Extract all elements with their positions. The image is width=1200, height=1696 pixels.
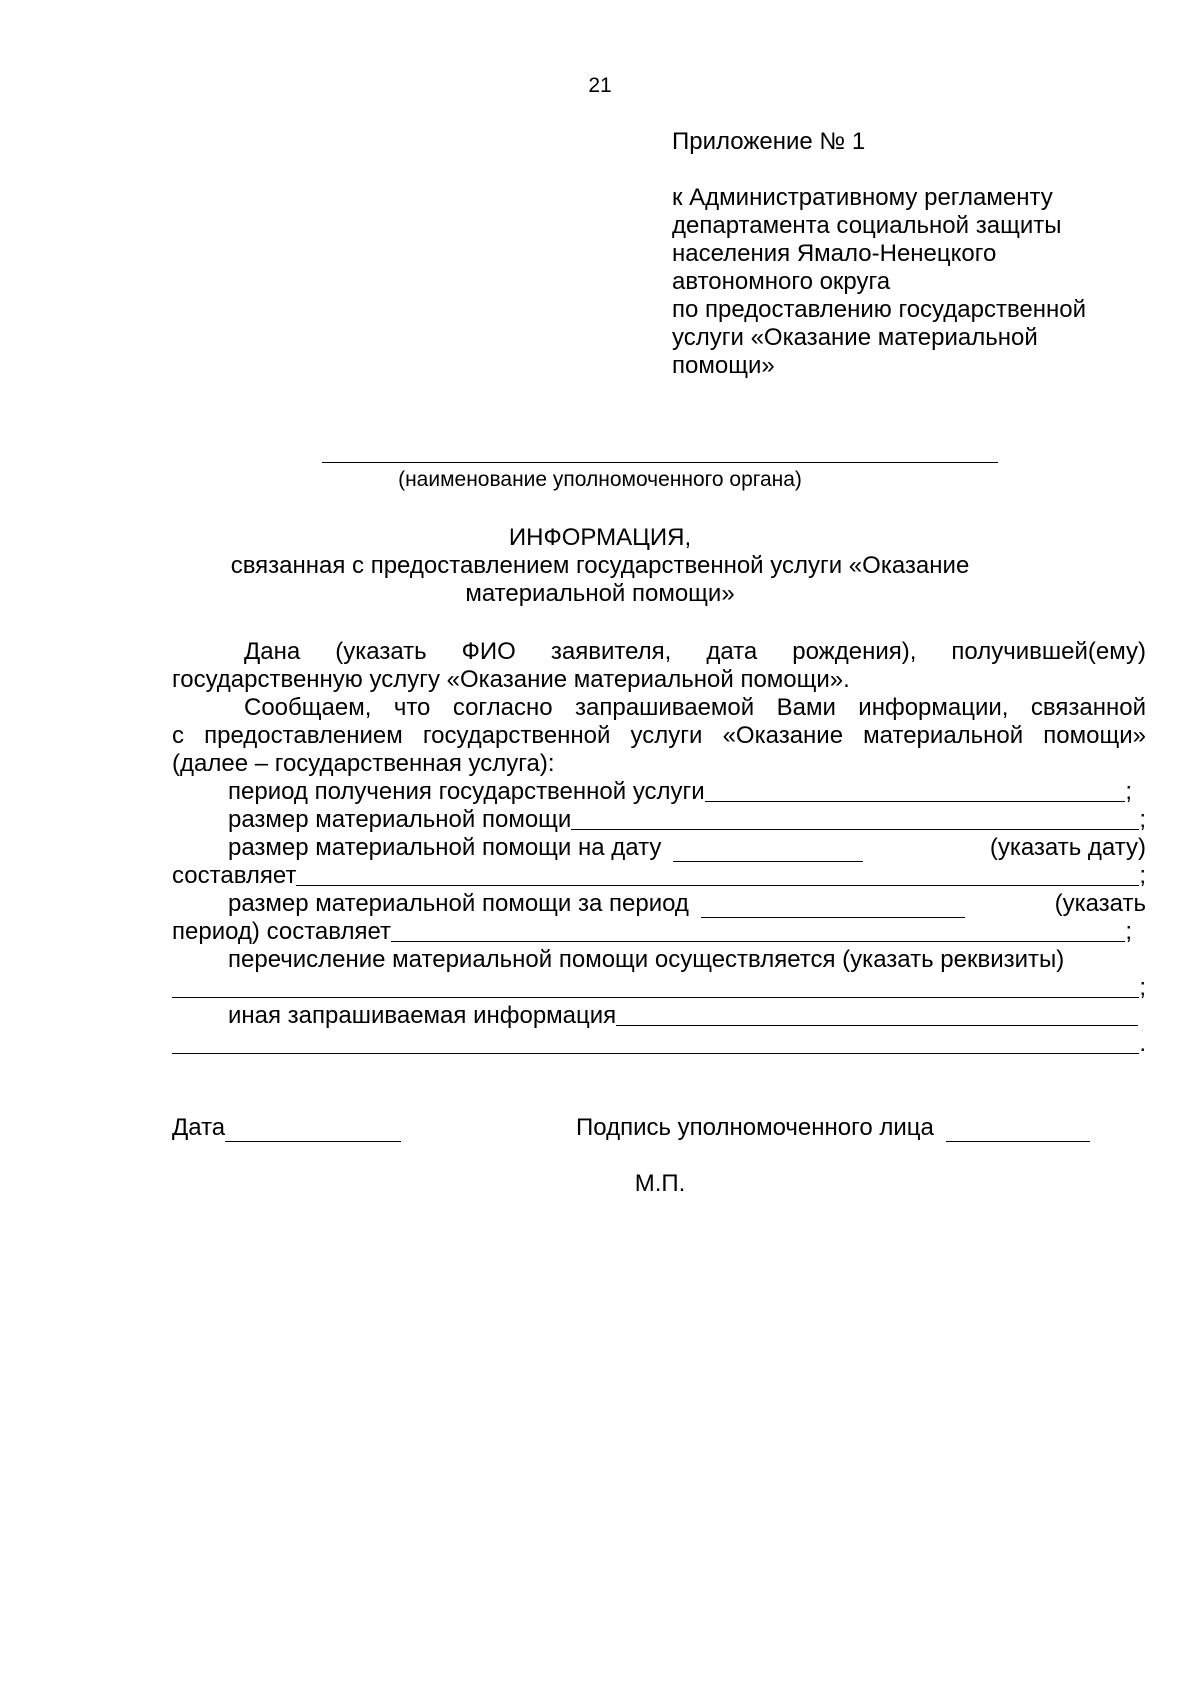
transfer-details-field[interactable] bbox=[172, 996, 1139, 998]
punctuation: . bbox=[1139, 1030, 1146, 1057]
field-label: перечисление материальной помощи осуществляется (указать реквизиты) bbox=[228, 946, 1065, 973]
signature-label: Подпись уполномоченного лица bbox=[576, 1114, 934, 1141]
appendix-line: услуги «Оказание материальной bbox=[672, 324, 1038, 351]
field-row-amount bbox=[172, 806, 1146, 834]
body-text: Дана (указать ФИО заявителя, дата рождения), получившей(ему) bbox=[244, 638, 1146, 665]
punctuation: ; bbox=[1139, 862, 1146, 889]
period-field[interactable] bbox=[705, 800, 1126, 802]
signature-row bbox=[576, 1114, 1090, 1142]
appendix-line: к Административному регламенту bbox=[672, 184, 1053, 211]
period-range-field[interactable] bbox=[701, 895, 965, 918]
field-row-amount-date bbox=[172, 834, 1146, 862]
field-row-transfer bbox=[172, 946, 1146, 974]
date-row bbox=[172, 1114, 401, 1142]
other-info-field[interactable] bbox=[616, 1024, 1138, 1026]
org-name-field[interactable] bbox=[322, 462, 998, 463]
stamp-mark: М.П. bbox=[634, 1170, 686, 1197]
document-body bbox=[172, 638, 1146, 1058]
punctuation: ; bbox=[1139, 806, 1146, 833]
field-row-amount-period-cont bbox=[172, 918, 1146, 946]
document-heading bbox=[0, 524, 1200, 608]
field-hint: (указать bbox=[1054, 890, 1146, 917]
signature-input[interactable] bbox=[946, 1119, 1090, 1142]
field-row-other-cont bbox=[172, 1030, 1146, 1058]
appendix-line: помощи» bbox=[672, 352, 775, 379]
heading-line: связанная с предоставлением государственной услуги «Оказание bbox=[230, 552, 970, 579]
date-input[interactable] bbox=[225, 1119, 401, 1142]
field-row-period bbox=[172, 778, 1146, 806]
field-label: период) составляет bbox=[172, 918, 392, 945]
field-hint: (указать дату) bbox=[989, 834, 1146, 861]
body-text: государственную услугу «Оказание материальной помощи». bbox=[172, 666, 850, 693]
field-label: размер материальной помощи за период bbox=[228, 890, 689, 917]
date-label: Дата bbox=[172, 1114, 226, 1141]
field-label: составляет bbox=[172, 862, 297, 889]
field-row-transfer-cont bbox=[172, 974, 1146, 1002]
amount-for-period-field[interactable] bbox=[391, 940, 1125, 942]
field-row-other bbox=[172, 1002, 1146, 1030]
field-row-amount-period bbox=[172, 890, 1146, 918]
appendix-line: населения Ямало-Ненецкого bbox=[672, 240, 997, 267]
body-text: с предоставлением государственной услуги «Оказание материальной помощи» bbox=[172, 722, 1146, 749]
punctuation: ; bbox=[1125, 778, 1132, 805]
other-info-field-cont[interactable] bbox=[172, 1052, 1139, 1054]
field-label: размер материальной помощи bbox=[228, 806, 572, 833]
amount-on-date-field[interactable] bbox=[296, 884, 1139, 886]
heading-line: материальной помощи» bbox=[465, 580, 735, 607]
field-label: иная запрашиваемая информация bbox=[228, 1002, 617, 1029]
amount-field[interactable] bbox=[571, 828, 1139, 830]
date-field[interactable] bbox=[673, 839, 863, 862]
appendix-title: Приложение № 1 bbox=[672, 128, 866, 155]
punctuation: ; bbox=[1139, 974, 1146, 1001]
field-label: размер материальной помощи на дату bbox=[228, 834, 662, 861]
field-label: период получения государственной услуги bbox=[228, 778, 705, 805]
body-text: Сообщаем, что согласно запрашиваемой Вами информации, связанной bbox=[244, 694, 1146, 721]
body-text: (далее – государственная услуга): bbox=[172, 750, 555, 777]
punctuation: ; bbox=[1125, 918, 1132, 945]
appendix-line: по предоставлению государственной bbox=[672, 296, 1087, 323]
appendix-line: автономного округа bbox=[672, 268, 891, 295]
heading-title: ИНФОРМАЦИЯ, bbox=[508, 524, 692, 551]
page-number: 21 bbox=[588, 74, 612, 97]
appendix-line: департамента социальной защиты bbox=[672, 212, 1062, 239]
org-name-caption: (наименование уполномоченного органа) bbox=[398, 468, 802, 491]
appendix-block bbox=[672, 128, 1172, 380]
field-row-amount-date-cont bbox=[172, 862, 1146, 890]
